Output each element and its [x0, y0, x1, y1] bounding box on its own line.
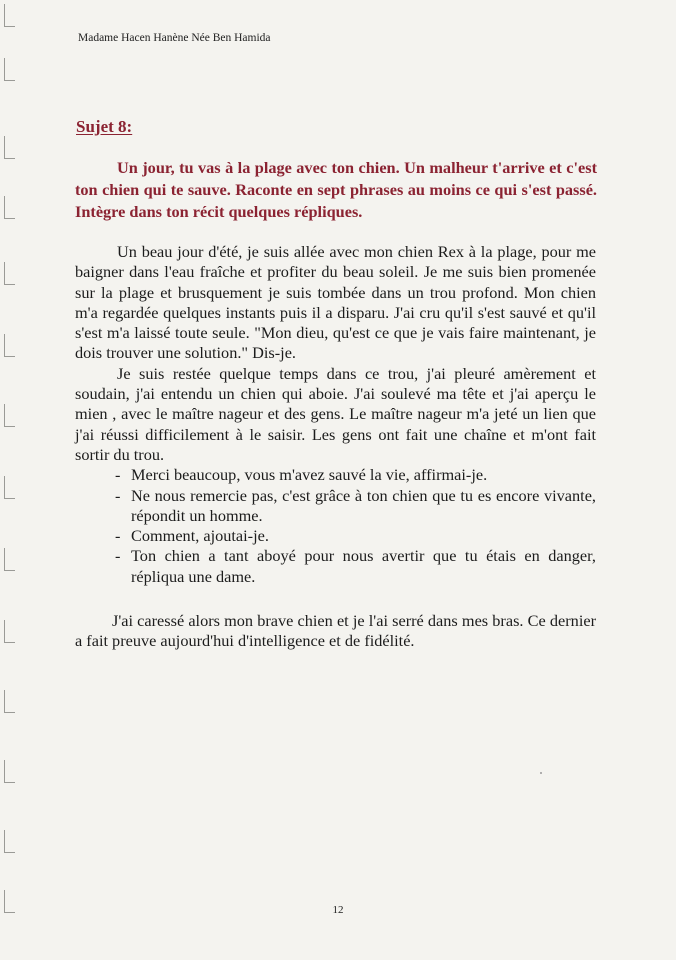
dialogue-text: Ne nous remercie pas, c'est grâce à ton chien que tu es encore vivante, répondit un homme.: [131, 485, 596, 525]
author-header: Madame Hacen Hanène Née Ben Hamida: [78, 32, 271, 44]
binding-tick: [4, 476, 15, 499]
binding-tick: [4, 4, 15, 27]
binding-tick: [4, 620, 15, 643]
dialogue-list: [75, 465, 596, 587]
binding-tick: [4, 262, 15, 285]
binding-tick: [4, 404, 15, 427]
dialogue-dash: -: [115, 465, 121, 485]
binding-marks: [0, 0, 20, 960]
binding-tick: [4, 830, 15, 853]
story-text: [75, 242, 596, 652]
dialogue-text: Merci beaucoup, vous m'avez sauvé la vie, affirmai-je.: [131, 465, 488, 485]
dialogue-text: Comment, ajoutai-je.: [131, 526, 269, 546]
dialogue-line: [115, 546, 596, 587]
subject-title: Sujet 8:: [76, 117, 133, 136]
binding-tick: [4, 196, 15, 219]
story-paragraph: Un beau jour d'été, je suis allée avec mon chien Rex à la plage, pour me baigner dans l'eau fraîche et profiter du beau soleil. Je me suis bien promenée sur la plage et brusquement je suis tombée dans un trou profond. Mon chien m'a regardée quelques instants puis il a disparu. J'ai cru qu'il s'est sauvé et qu'il s'est m'a laissé toute seule. "Mon dieu, qu'est ce que je vais faire maintenant, je dois trouver une solution." Dis-je.: [75, 242, 596, 363]
binding-tick: [4, 136, 15, 159]
page-number: 12: [332, 904, 344, 916]
dialogue-line: [115, 526, 596, 546]
assignment-instructions: Un jour, tu vas à la plage avec ton chien. Un malheur t'arrive et c'est ton chien qui te sauve. Raconte en sept phrases au moins ce qui s'est passé. Intègre dans ton récit quelques répliques.: [75, 158, 597, 221]
binding-tick: [4, 58, 15, 81]
story-conclusion: J'ai caressé alors mon brave chien et je l'ai serré dans mes bras. Ce dernier a fait preuve aujourd'hui d'intelligence et de fidélité.: [75, 611, 596, 651]
dialogue-text: Ton chien a tant aboyé pour nous avertir que tu étais en danger, répliqua une dame.: [131, 546, 596, 586]
dialogue-dash: -: [115, 546, 121, 566]
scan-speck: [540, 772, 542, 774]
dialogue-line: [115, 486, 596, 527]
binding-tick: [4, 548, 15, 571]
binding-tick: [4, 760, 15, 783]
dialogue-line: [115, 465, 596, 485]
binding-tick: [4, 334, 15, 357]
dialogue-dash: -: [115, 526, 121, 546]
dialogue-dash: -: [115, 485, 121, 505]
story-paragraph: Je suis restée quelque temps dans ce trou, j'ai pleuré amèrement et soudain, j'ai entendu un chien qui aboie. J'ai soulevé ma tête et j'ai aperçu le mien , avec le maître nageur et des gens. Le maître nageur m'a jeté un lien que j'ai réussi difficilement à le saisir. Les gens ont fait une chaîne et m'ont fait sortir du trou.: [75, 363, 596, 464]
binding-tick: [4, 690, 15, 713]
